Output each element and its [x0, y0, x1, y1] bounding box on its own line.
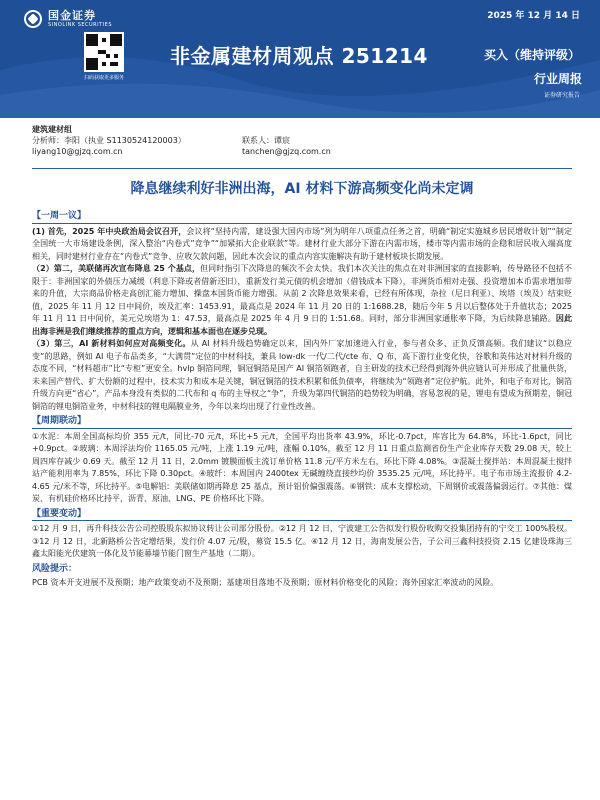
paragraph-1-text: 会议将“坚持内需，建设强大国内市场”列为明年八项重点任务之首，明确“制定实施城乡居民增收计划”“制定全国统一大市场建设条例，深入整治“内卷式”竞争”“加紧拓大企业联款”等。建材行业大部分下游在内需市场，楼市等内需市场的企稳和居民收入端高度相关，同时建材行业存在“内卷式”竞争、应收欠款问题，因此本次会议的重点内容实施解决有助于建材板块长期发展。 — [32, 226, 572, 261]
header-divider — [32, 168, 572, 169]
paragraph-cycle: ①水泥：本周全国高标均价 355 元/t，同比-70 元/t，环比+5 元/t，全国平均出货率 43.9%，环比-0.7pct，库容比为 64.8%，环比-1.6pct，同比+0.9pct。②玻璃：本周浮法均价 1165.05 元/吨，上涨 1.19 元/吨，涨幅 0.10%，截至 12 月 11 日重点监测省份生产企业库存天数 29.08 天，较上周四库存减少 0.69 天。截至 12 月 11 日，2.0mm 镀膜面板主流订单价格 11.8 元/平方米左右，环比下降 4.08%。③混凝土搅拌站：本周混凝土搅拌站产能利用率为 7.85%，环比下降 0.30pct。④玻纤：本周国内 2400tex 无碱缠绕直接纱均价 3535.25 元/吨，环比持平。电子布市场主流报价 4.2-4.65 元/米不等，环比持平。⑤电解铝：美联储如期再降息 25 基点，预计铝价偏强震荡。⑥钢铁：成本支撑松动，下周钢价或震荡偏弱运行。⑦其他：煤炭、有机硅价格环比持平，沥青、原油、LNG、PE 价格环比下降。 — [32, 431, 572, 503]
logo-name-en: SINOLINK SECURITIES — [48, 22, 112, 28]
rating-badge: 买入（维持评级） — [484, 48, 581, 62]
report-type: 行业周报 — [533, 72, 582, 86]
paragraph-2-conclusion: 因此出海非洲是我们继续推荐的重点方向，逻辑和基本面也在逐步兑现。 — [32, 314, 573, 336]
report-header — [0, 0, 600, 118]
contact-label: 联系人：谭宸 — [242, 136, 290, 145]
paragraph-changes: ①12 月 9 日，再升科技公告公司控股股东拟协议转让公司部分股份。②12 月 12 日，宁波建工公告拟发行股份收购交投集团持有的宁交工 100%股权。③12 月 12 日，北新路桥公告定增结果，发行价 4.07 元/股，募资 15.5 亿。④12 月 12 日，海南发展公告，子公司三鑫科技投资 2.15 亿建设珠海三鑫太阳能光伏建筑一体化及节能幕墙节能门窗生产基地（二期）。 — [32, 524, 572, 558]
paragraph-risk: PCB 资本开支进展不及预期；地产政策变动不及预期；基建项目落地不及预期；原材料价格变化的风险；海外国家汇率波动的风险。 — [32, 578, 499, 587]
analyst-label: 分析师：李阳（执业 S1130524120003） — [32, 136, 186, 145]
report-date: 2025 年 12 月 14 日 — [487, 11, 580, 21]
paragraph-2 — [32, 263, 572, 338]
report-headline: 降息继续利好非洲出海，AI 材料下游高频变化尚未定调 — [130, 181, 474, 197]
logo-icon — [24, 10, 42, 28]
qr-caption: 扫码获取更多服务 — [84, 75, 125, 81]
paragraph-2-lead: （2）第二，美联储再次宣布降息 25 个基点， — [32, 264, 201, 273]
company-logo — [24, 6, 144, 32]
paragraph-1-lead: (1) 首先，2025 年中央政治局会议召开， — [32, 226, 187, 236]
analyst-block — [32, 124, 572, 157]
sector-label: 建筑建材组 — [32, 125, 72, 134]
analyst-email[interactable]: liyang10@gjzq.com.cn — [32, 147, 123, 156]
section-weekly-topic-title: 【一周一议】 — [32, 210, 572, 224]
qr-code-icon — [84, 32, 124, 72]
logo-name-cn: 国金证券 — [48, 9, 96, 22]
report-title: 非金属建材周观点 251214 — [170, 44, 428, 68]
paragraph-1 — [32, 226, 572, 264]
paragraph-3-text: 从 AI 材料升级趋势确定以来，国内外厂家加速进入行业，参与者众多、正负反馈高频。我们建议“以稳应变”的思路，例如 AI 电子布品类多，“大满贯”定位的中材科技，兼具 low-dk 一代/二代/cte 布、Q 布，高下游行业变化快，谷歌和英伟达对材料升级的态度不同，“材料超市”比“专柜”更安全。hvlp 铜箔同理，铜冠铜箔是国产 AI 铜箔领跑者，自主研发的技术已经得到海外供应链认可并形成了批量供货，未来国产替代、扩大份额的过程中，技术实力和成本是关键，铜冠铜箔的技术积累和低负债率，将继续为“领跑者”定位护航。此外，和电子布对比，铜箔升级方向更“省心”，产品本身没有类似的二代布和 q 布的主导权之“争”，升级为第四代铜箔的趋势较为明确，容易忽视的是，锂电有望成为预期差，铜冠铜箔的锂电铜箔业务，中材科技的锂电隔膜业务，今年以来均出现了行业性改善。 — [32, 339, 572, 411]
report-body — [32, 208, 572, 590]
paragraph-3 — [32, 338, 572, 413]
paragraph-3-lead: （3）第三，AI 新材料如何应对高频变化。 — [32, 339, 191, 348]
section-cycle-title: 【周期联动】 — [32, 415, 572, 429]
contact-email[interactable]: tanchen@gjzq.com.cn — [242, 147, 331, 156]
section-risk-title: 风险提示： — [32, 563, 78, 574]
paragraph-2-text: 但同时指引下次降息的频次不会太快。我们本次关注的焦点在对非洲国家的直接影响，传导路径不包括不限于：非洲国家的外债压力减缓（利息下降或者借新还旧），重新发行美元债的机会增加（借钱成本下降），非洲货币相对走强、投资增加本币需求增加带来的升值，大宗商品价格走高创汇能力增加、操盘本国货币能力增强。从前 2 次降息效果来看，已经有所体现，杂拉（尼日利亚）、埃塔（埃及）结束贬值，2025 年 11 月 12 日中间价，埃及汇率：1453.91，最高点是 2024 年 11 月 20 日的 1:1688.28，随后今年 5 月以后整体处于升值状态；2025 年 11 月 11 日中间价，美元兑埃塔为 1：47.53，最高点是 2025 年 4 月 9 日的 1:51.68。同时，部分非洲国家通胀率下降，为后续降息铺路。 — [32, 264, 572, 323]
report-subtitle: 证券研究报告 — [543, 92, 580, 99]
section-changes-title: 【重要变动】 — [32, 508, 572, 522]
